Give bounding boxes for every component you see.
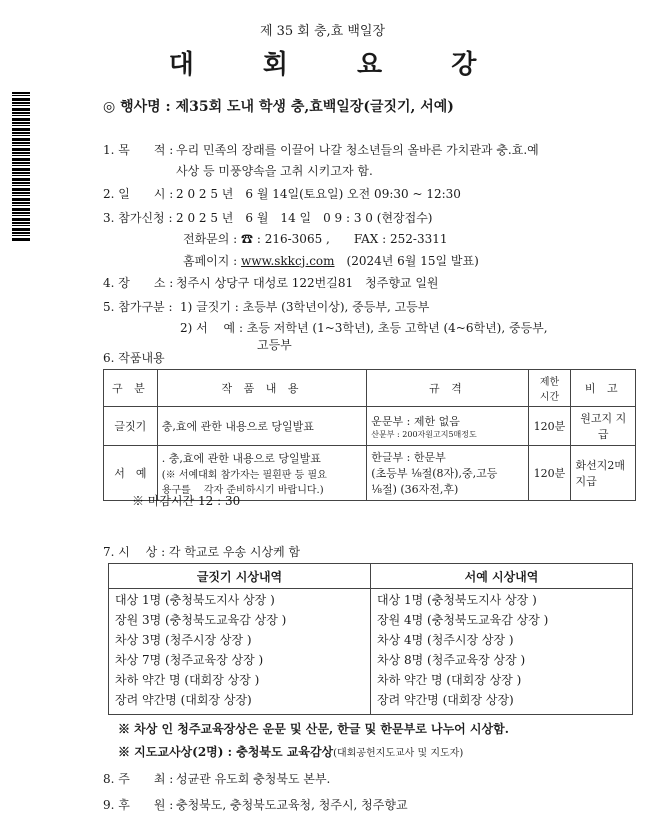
place-value: 청주시 상당구 대성로 122번길81 청주향교 일원: [176, 276, 439, 290]
award-writing: 차상 7명 (청주교육장 상장 ): [109, 649, 371, 669]
awards-note-1: ※ 차상 인 청주교육장상은 운문 및 산문, 한글 및 한문부로 나누어 시상함.: [118, 722, 509, 736]
purpose-line2: 사상 등 미풍양속을 고취 시키고자 함.: [176, 164, 373, 178]
homepage-link[interactable]: www.skkcj.com: [241, 254, 335, 268]
table-row: [104, 407, 636, 446]
works-header-spec: 규 격: [367, 370, 528, 407]
division-calligraphy: 2) 서 예 : 초등 저학년 (1~3학년), 초등 고학년 (4~6학년), 중등부,: [180, 321, 548, 335]
works-label: 6. 작품내용: [103, 351, 165, 365]
registration-label: 3. 참가신청 :: [103, 211, 173, 225]
award-calligraphy: 차상 4명 (청주시장 상장 ): [371, 629, 633, 649]
date-value: 2 0 2 5 년 6 월 14일(토요일) 오전 09:30 ~ 12:30: [176, 187, 461, 201]
spec-line: 산문부 : 200자원고지5매정도: [371, 429, 477, 439]
homepage-prefix: 홈페이지 :: [183, 254, 242, 268]
works-header-content: 작 품 내 용: [157, 370, 367, 407]
works-header-note: 비 고: [571, 370, 636, 407]
table-row: [109, 649, 633, 669]
works-cell-category: 서 예: [104, 446, 158, 501]
award-calligraphy: 대상 1명 (충청북도지사 상장 ): [371, 589, 633, 610]
division-writing: 1) 글짓기 : 초등부 (3학년이상), 중등부, 고등부: [180, 300, 430, 314]
award-writing: 장원 3명 (충청북도교육감 상장 ): [109, 609, 371, 629]
content-line: (※ 서예대회 참가자는 필흰판 등 필요: [161, 470, 327, 481]
awards-table: [108, 563, 633, 715]
works-cell-content: 충,효에 관한 내용으로 당일발표: [157, 407, 367, 446]
table-row: [109, 589, 633, 610]
deadline-note: ※ 마감시간 12 : 30: [132, 494, 241, 508]
spec-line: 한글부 : 한문부: [371, 451, 446, 464]
works-cell-time: 120분: [528, 407, 571, 446]
homepage-line: [183, 252, 479, 269]
sponsor-value: 충청북도, 충청북도교육청, 청주시, 청주향교: [176, 798, 408, 812]
contact-phone: 전화문의 : ☎ : 216-3065 , FAX : 252-3311: [183, 232, 448, 246]
content-line: 용구를 각자 준비하시기 바랍니다.): [161, 485, 324, 496]
host-label: 8. 주 최 :: [103, 772, 174, 786]
award-writing: 차하 약간 명 (대회장 상장 ): [109, 669, 371, 689]
works-cell-note: [571, 446, 636, 501]
note-line: 화선지2매: [575, 459, 625, 472]
spec-line: 운문부 : 제한 없음: [371, 414, 460, 428]
division-label: 5. 참가구분 :: [103, 300, 173, 314]
award-calligraphy: 장려 약간명 (대회장 상장): [371, 689, 633, 715]
awards-note-2: [118, 743, 463, 760]
division-calligraphy-cont: 고등부: [257, 338, 292, 352]
homepage-suffix: (2024년 6월 15일 발표): [334, 254, 479, 268]
content-line: . 충,효에 관한 내용으로 당일발표: [161, 452, 321, 465]
table-row: [109, 689, 633, 715]
award-writing: 대상 1명 (충청북도지사 상장 ): [109, 589, 371, 610]
awards-note-2-main: ※ 지도교사상(2명) : 충청북도 교육감상: [118, 745, 334, 759]
awards-note-2-detail: (대회공헌지도교사 및 지도자): [333, 748, 464, 759]
registration-value: 2 0 2 5 년 6 월 14 일 0 9 : 3 0 (현장접수): [176, 211, 433, 225]
barcode-image: [12, 92, 30, 242]
document-subtitle: 제 35 회 충,효 백일장: [259, 24, 386, 39]
table-row: [109, 669, 633, 689]
note-line: 지급: [575, 475, 597, 488]
award-calligraphy: 차상 8명 (청주교육장 상장 ): [371, 649, 633, 669]
spec-line: (초등부 ⅛절(8자),중,고등: [371, 467, 498, 480]
works-table: [103, 369, 636, 501]
award-calligraphy: 장원 4명 (충청북도교육감 상장 ): [371, 609, 633, 629]
awards-header-row: [109, 564, 633, 589]
awards-label: 7. 시 상 : 각 학교로 우송 시상케 함: [103, 545, 301, 559]
award-calligraphy: 차하 약간 명 (대회장 상장 ): [371, 669, 633, 689]
works-cell-spec: [367, 446, 528, 501]
event-name: ◎ 행사명 : 제35회 도내 학생 충,효백일장(글짓기, 서예): [103, 99, 454, 115]
works-header-row: [104, 370, 636, 407]
purpose-line1: 우리 민족의 장래를 이끌어 나갈 청소년들의 올바른 가치관과 충.효.예: [176, 143, 539, 157]
host-value: 성균관 유도회 충청북도 본부.: [176, 772, 331, 786]
works-cell-spec: [367, 407, 528, 446]
place-label: 4. 장 소 :: [103, 276, 174, 290]
works-cell-category: 글짓기: [104, 407, 158, 446]
purpose-label: 1. 목 적 :: [103, 143, 174, 157]
award-writing: 차상 3명 (청주시장 상장 ): [109, 629, 371, 649]
table-row: [109, 609, 633, 629]
document-title: 대 회 요 강: [168, 50, 507, 80]
sponsor-label: 9. 후 원 :: [103, 798, 174, 812]
spec-line: ⅛절) (36자전,후): [371, 483, 459, 496]
awards-header-writing: 글짓기 시상내역: [109, 564, 371, 589]
works-cell-time: 120분: [528, 446, 571, 501]
works-header-category: 구 분: [104, 370, 158, 407]
date-label: 2. 일 시 :: [103, 187, 174, 201]
table-row: [109, 629, 633, 649]
awards-header-calligraphy: 서예 시상내역: [371, 564, 633, 589]
works-cell-note: 원고지 지급: [571, 407, 636, 446]
award-writing: 장려 약간명 (대회장 상장): [109, 689, 371, 715]
works-header-time: 제한 시간: [528, 370, 571, 407]
